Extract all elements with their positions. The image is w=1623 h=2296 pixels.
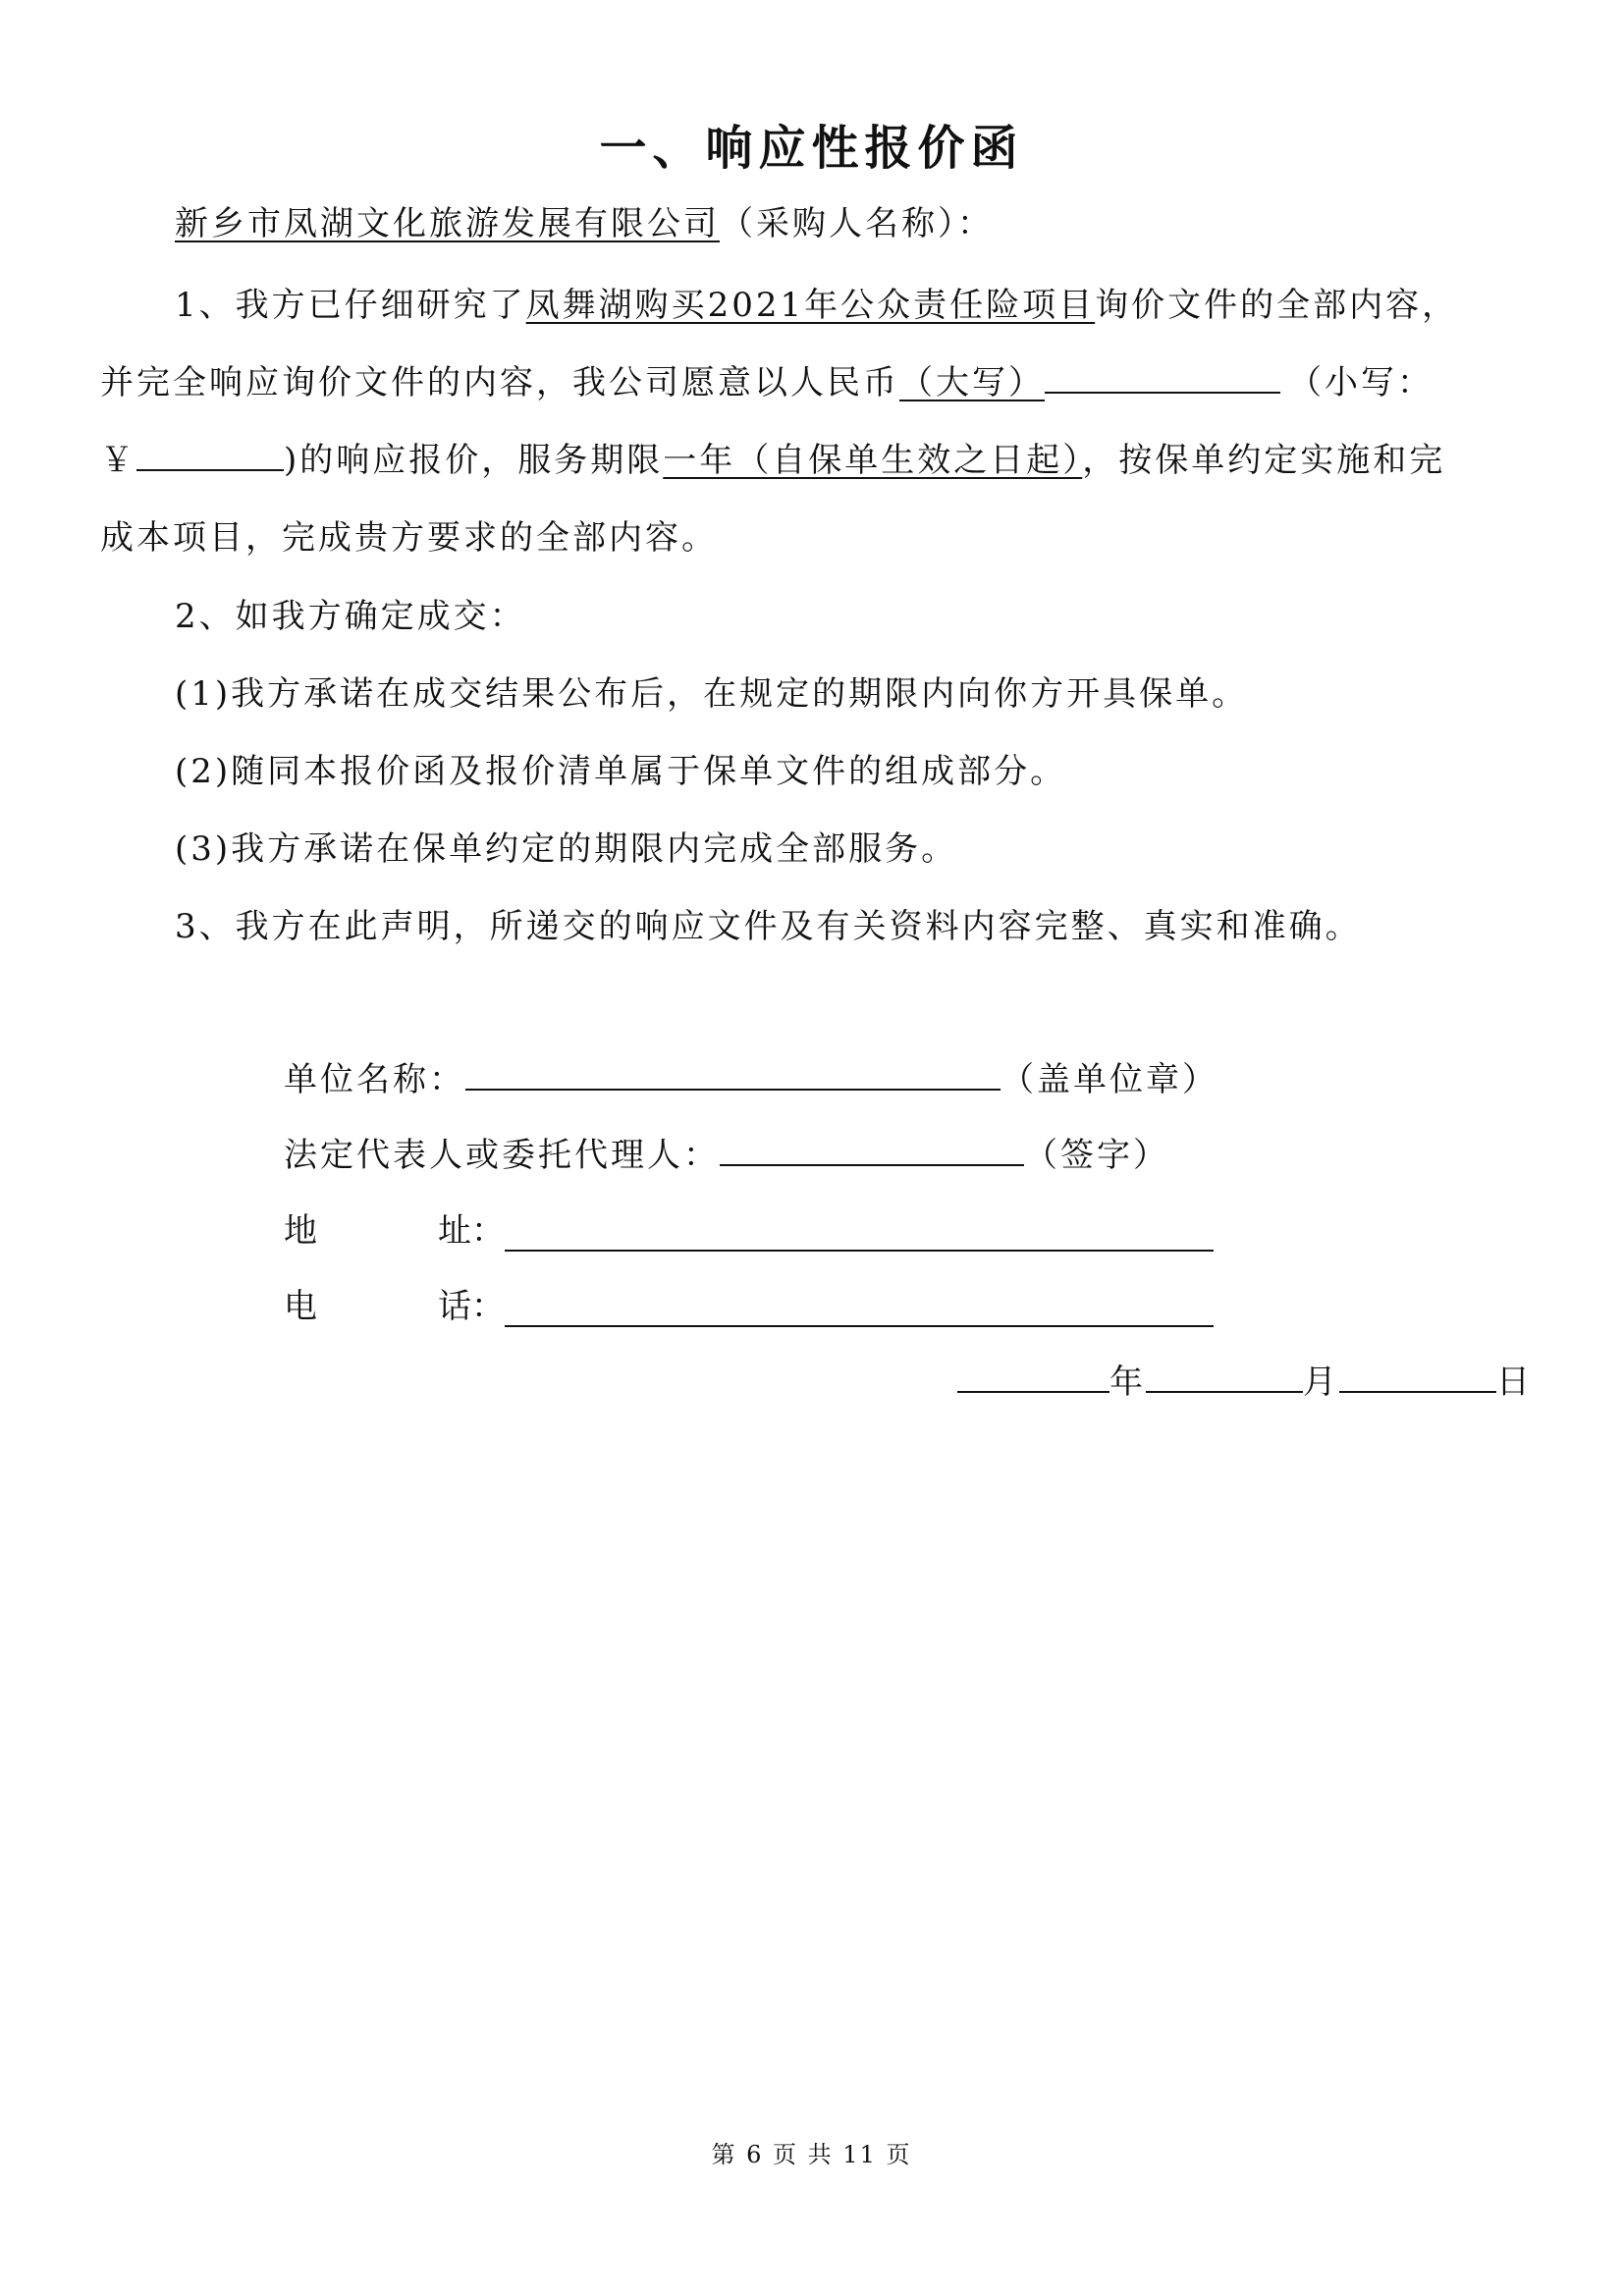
year-blank	[957, 1362, 1109, 1393]
para2-heading: 2、如我方确定成交：	[175, 597, 526, 636]
purchaser-name: 新乡市凤湖文化旅游发展有限公司	[175, 204, 720, 243]
para1-line2	[100, 355, 1434, 403]
service-term: 一年（自保单生效之日起）	[663, 441, 1083, 480]
signature-unit-line	[284, 1052, 1218, 1100]
phone-blank	[505, 1296, 1214, 1327]
address-blank	[505, 1220, 1214, 1252]
para3: 3、我方在此声明，所递交的响应文件及有关资料内容完整、真实和准确。	[175, 907, 1362, 946]
amount-xiaoxie-blank	[136, 440, 284, 471]
phone-label-char2: 话：	[438, 1287, 505, 1326]
unit-seal-note: （盖单位章）	[1001, 1060, 1218, 1099]
para1-line1	[175, 278, 1458, 326]
amount-daxie-label: （大写）	[899, 363, 1045, 402]
phone-label-char1: 电	[284, 1287, 317, 1326]
purchaser-suffix: （采购人名称）：	[720, 204, 994, 243]
para2-item-2: (2)随同本报价函及报价清单属于保单文件的组成部分。	[175, 752, 1067, 791]
para1-text-d: )的响应报价，服务期限	[284, 441, 664, 480]
day-blank	[1339, 1362, 1496, 1393]
para1-text-b: 询价文件的全部内容，	[1095, 286, 1459, 325]
day-label: 日	[1496, 1362, 1533, 1402]
address-label-char1: 地	[284, 1211, 317, 1251]
yen-symbol: ￥	[100, 441, 136, 480]
unit-name-label: 单位名称：	[284, 1060, 465, 1099]
representative-blank	[720, 1135, 1024, 1166]
amount-xiaoxie-label: （小写：	[1288, 363, 1434, 402]
para1-text-e: ，按保单约定实施和完	[1082, 441, 1446, 480]
unit-name-blank	[465, 1059, 1001, 1091]
page-footer: 第 6 页 共 11 页	[711, 2141, 912, 2168]
address-label	[284, 1203, 505, 1252]
month-label: 月	[1303, 1362, 1339, 1402]
para1-line3	[100, 433, 1445, 481]
signature-phone-line	[284, 1279, 1214, 1336]
page-title: 一、响应性报价函	[599, 121, 1024, 176]
representative-sign-note: （签字）	[1024, 1136, 1169, 1175]
amount-daxie-blank	[1045, 362, 1280, 394]
signature-address-line	[284, 1203, 1214, 1260]
para1-text-c: 并完全响应询价文件的内容，我公司愿意以人民币	[100, 363, 899, 402]
month-blank	[1146, 1362, 1303, 1393]
para2-item-3: (3)我方承诺在保单约定的期限内完成全部服务。	[175, 829, 958, 869]
representative-label: 法定代表人或委托代理人：	[284, 1136, 720, 1175]
signature-rep-line	[284, 1128, 1169, 1176]
year-label: 年	[1109, 1362, 1146, 1402]
date-line	[957, 1355, 1533, 1403]
address-label-char2: 址：	[438, 1211, 505, 1251]
project-name: 凤舞湖购买2021年公众责任险项目	[525, 286, 1096, 325]
para1-line4: 成本项目，完成贵方要求的全部内容。	[100, 518, 718, 558]
phone-label	[284, 1279, 505, 1327]
para1-text-a: 1、我方已仔细研究了	[175, 286, 526, 325]
addressee-line	[175, 196, 994, 244]
para2-item-1: (1)我方承诺在成交结果公布后，在规定的期限内向你方开具保单。	[175, 674, 1249, 714]
